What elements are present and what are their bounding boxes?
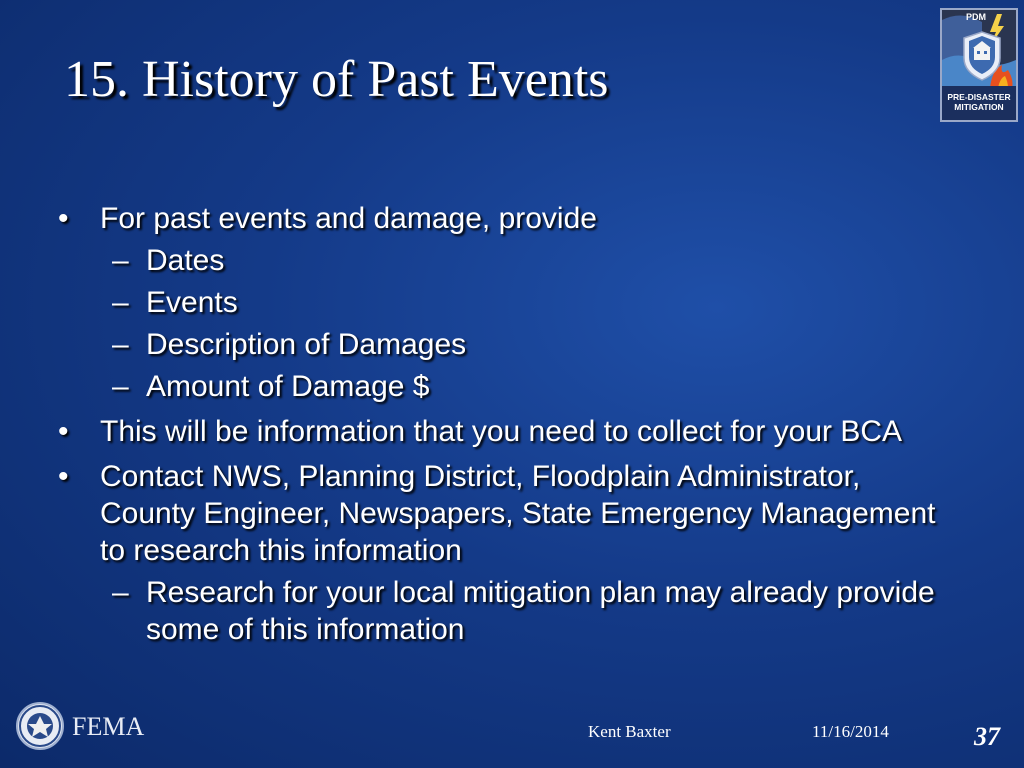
bullet-text: For past events and damage, provide (100, 202, 597, 235)
fema-label: FEMA (72, 712, 145, 741)
bullet-item (58, 413, 958, 450)
bullet-text: Contact NWS, Planning District, Floodplain Administrator, County Engineer, Newspapers, State Emergency Management to research this information (100, 460, 936, 567)
footer-date: 11/16/2014 (812, 722, 889, 741)
dash-marker: – (112, 244, 129, 277)
sub-bullet-text: Research for your local mitigation plan may already provide some of this information (146, 576, 935, 646)
pdm-emblem (942, 10, 1016, 88)
dash-marker: – (112, 328, 129, 361)
sub-bullet-item (58, 574, 958, 648)
page-number: 37 (974, 722, 1000, 751)
pdm-logo-caption: PRE-DISASTER MITIGATION (942, 86, 1016, 120)
bullet-text: This will be information that you need to collect for your BCA (100, 415, 903, 448)
dhs-seal-icon (16, 702, 64, 750)
sub-bullet-item (58, 284, 958, 321)
dash-marker: – (112, 576, 129, 609)
pdm-logo (940, 8, 1018, 122)
sub-bullet-text: Dates (146, 244, 225, 277)
dash-marker: – (112, 286, 129, 319)
bullet-item (58, 458, 958, 569)
footer-author: Kent Baxter (588, 722, 671, 741)
bullet-marker: • (58, 460, 69, 493)
bullet-list (58, 200, 958, 648)
sub-bullet-item (58, 326, 958, 363)
sub-bullet-item (58, 242, 958, 279)
dash-marker: – (112, 370, 129, 403)
slide-title: 15. History of Past Events (64, 51, 609, 108)
sub-bullet-text: Amount of Damage $ (146, 370, 430, 403)
bullet-marker: • (58, 202, 69, 235)
sub-bullet-text: Description of Damages (146, 328, 467, 361)
pdm-logo-text: PDM (966, 12, 986, 22)
sub-bullet-item (58, 368, 958, 405)
sub-bullet-text: Events (146, 286, 238, 319)
bullet-marker: • (58, 415, 69, 448)
bullet-item (58, 200, 958, 237)
